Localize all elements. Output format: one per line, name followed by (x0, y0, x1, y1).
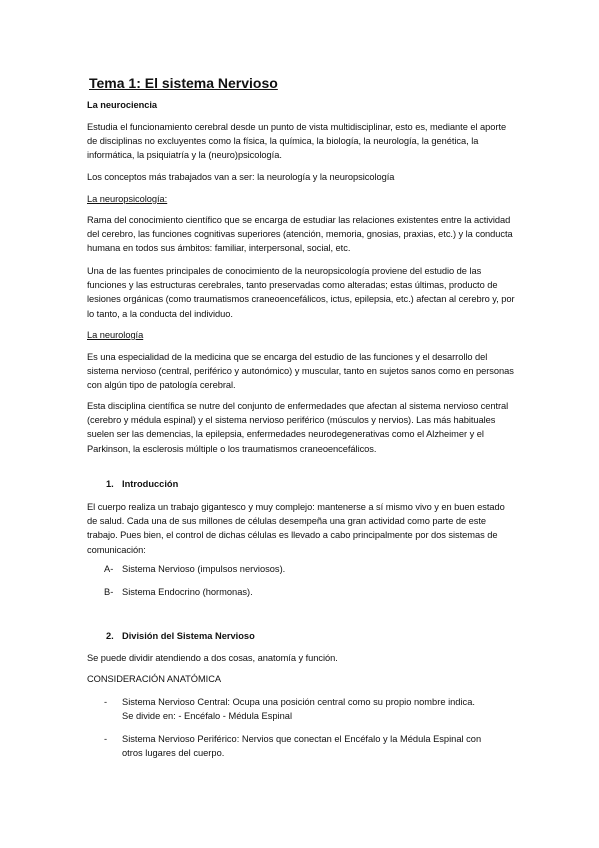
heading-division: División del Sistema Nervioso (122, 631, 255, 641)
heading-introduccion: Introducción (122, 479, 179, 489)
paragraph-neurociencia-1: Estudia el funcionamiento cerebral desde un punto de vista multidisciplinar, esto es, mediante el aporte de disciplinas no excluyentes como la física, la química, la biología, la neurología, la genética, la informática, la psiquiatría y la (neuro)psicología. (87, 122, 507, 161)
list-item-line: Sistema Nervioso Central: Ocupa una posición central como su propio nombre indica. (122, 697, 475, 707)
list-item-text: Sistema Nervioso (impulsos nerviosos). (122, 564, 286, 574)
paragraph-division: Se puede dividir atendiendo a dos cosas, anatomía y función. (87, 653, 338, 663)
list-item-text: Sistema Endocrino (hormonas). (122, 587, 253, 597)
list-marker: B- (104, 587, 114, 597)
list-item-line: Sistema Nervioso Periférico: Nervios que conectan el Encéfalo y la Médula Espinal con (122, 734, 482, 744)
list-marker: A- (104, 564, 114, 574)
subheading-consideracion-anatomica: CONSIDERACIÓN ANATÓMICA (87, 674, 222, 684)
paragraph-neuropsicologia-1: Rama del conocimiento científico que se encarga de estudiar las relaciones existentes entre la actividad del cerebro, las funciones cognitivas superiores (atención, memoria, gnosias, praxias, etc.) y la conducta humana en todos sus ámbitos: familiar, interpersonal, social, etc. (87, 215, 513, 254)
page-title: Tema 1: El sistema Nervioso (89, 75, 278, 91)
heading-neuropsicologia: La neuropsicología: (87, 194, 168, 204)
heading-neurologia: La neurología (87, 330, 144, 340)
section-number-1: 1. (106, 479, 114, 489)
list-item-line: Se divide en: - Encéfalo - Médula Espinal (122, 711, 293, 721)
paragraph-introduccion: El cuerpo realiza un trabajo gigantesco y muy complejo: mantenerse a sí mismo vivo y en buen estado de salud. Cada una de sus millones de células desempeña una gran actividad como parte de este trabajo. Pues bien, el control de dichas células es llevado a cabo principalmente por dos sistemas de comunicación: (87, 502, 505, 555)
paragraph-neurologia-2: Esta disciplina científica se nutre del conjunto de enfermedades que afectan al sistema nervioso central (cerebro y médula espinal) y el sistema nervioso periférico (músculos y nervios). Las más habituales suelen ser las demencias, la epilepsia, enfermedades neurodegenerativas como el Alzheimer y el Parkinson, la esclerosis múltiple o los traumatismos craneoencefálicos. (87, 401, 509, 454)
paragraph-neurociencia-2: Los conceptos más trabajados van a ser: la neurología y la neuropsicología (87, 172, 395, 182)
paragraph-neuropsicologia-2: Una de las fuentes principales de conocimiento de la neuropsicología proviene del estudio de las funciones y las estructuras cerebrales, tanto preservadas como alteradas; estas últimas, producto de lesiones orgánicas (como traumatismos craneoencefálicos, ictus, epilepsia, etc.) afectan al cerebro y, por lo tanto, a la conducta del individuo. (87, 266, 515, 319)
section-number-2: 2. (106, 631, 114, 641)
paragraph-neurologia-1: Es una especialidad de la medicina que se encarga del estudio de las funciones y el desarrollo del sistema nervioso (central, periférico y autonómico) y muscular, tanto en sujetos sanos como en personas con algún tipo de patología cerebral. (87, 352, 514, 391)
heading-neurociencia: La neurociencia (87, 100, 158, 110)
list-marker: - (104, 734, 108, 744)
list-marker: - (104, 697, 108, 707)
list-item-line: otros lugares del cuerpo. (122, 748, 225, 758)
